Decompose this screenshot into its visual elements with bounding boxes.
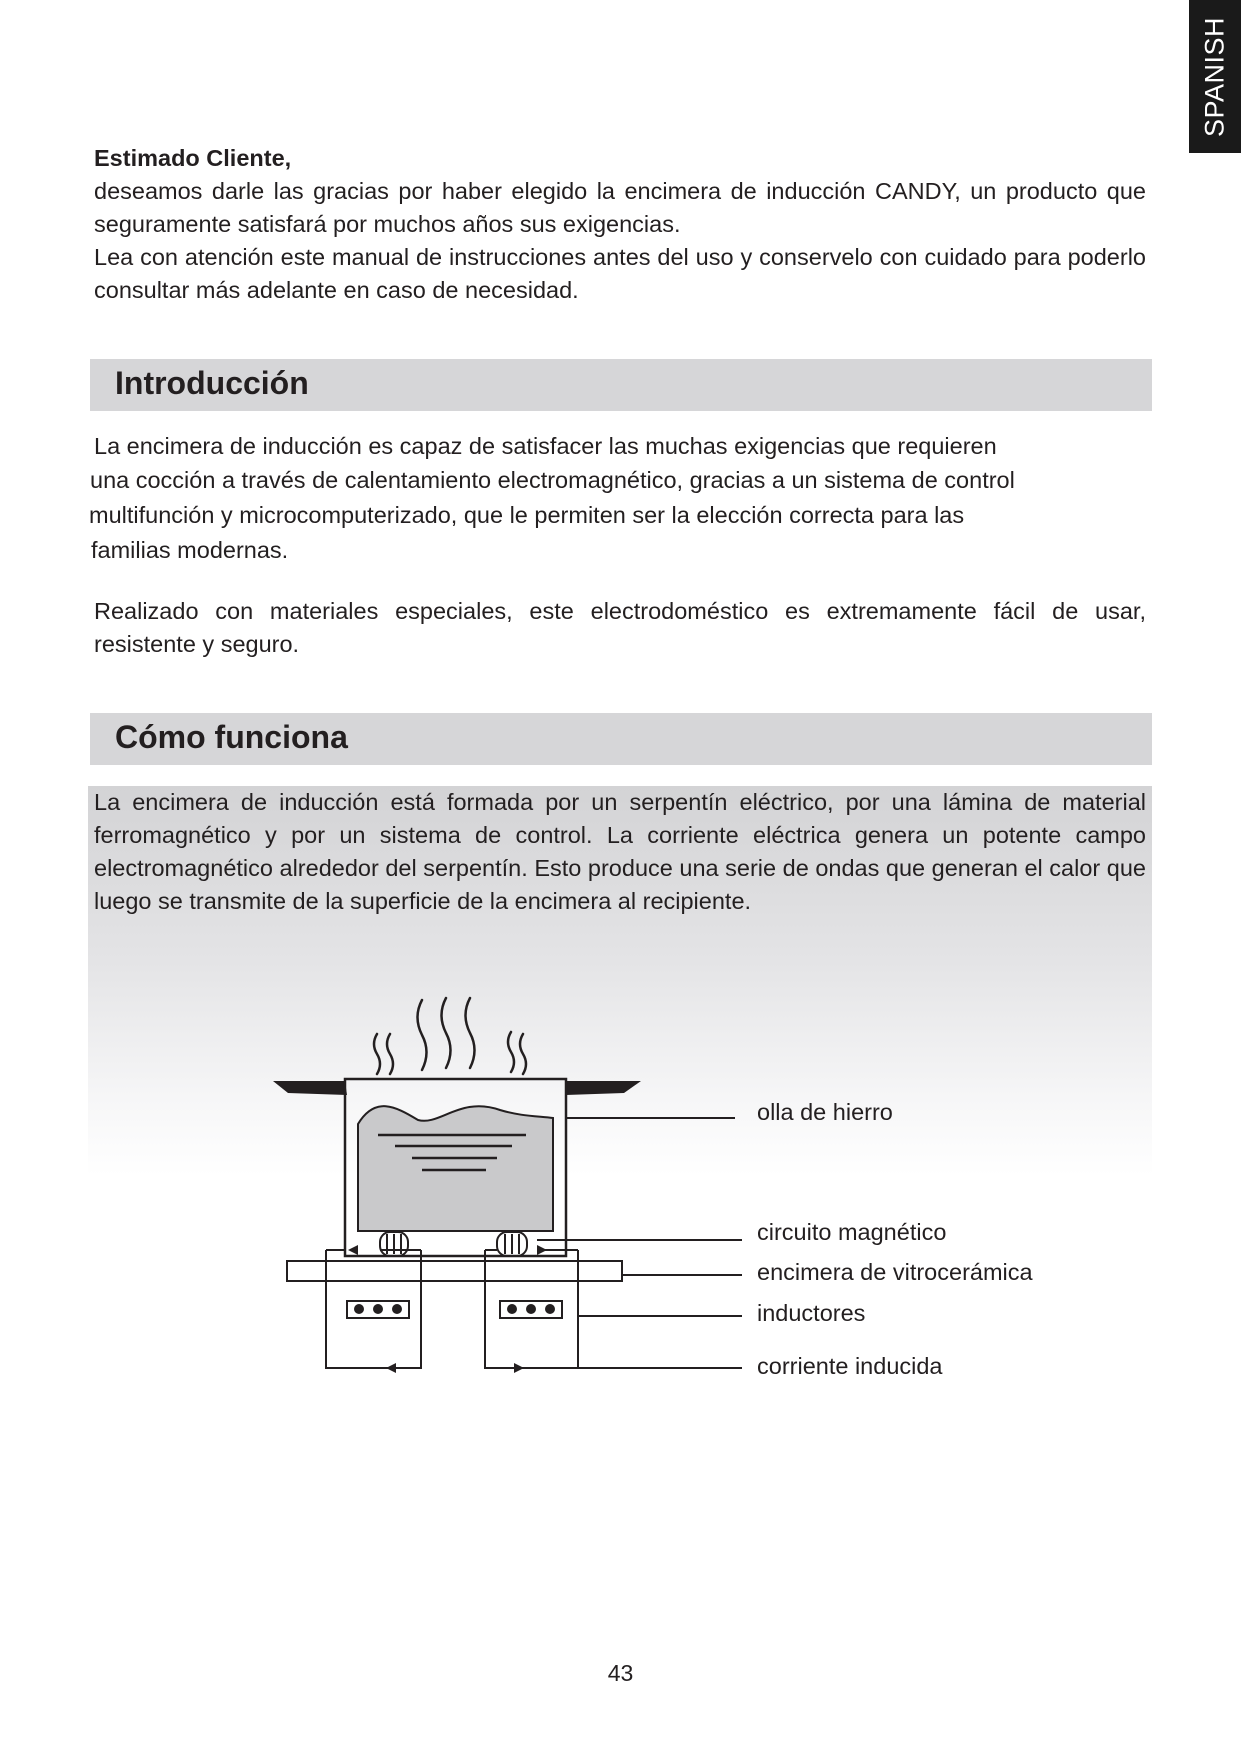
intro-line: familias modernas. <box>91 537 289 563</box>
label-magnetic-circuit: circuito magnético <box>757 1219 947 1245</box>
glass-surface <box>287 1261 622 1281</box>
label-ceramic-surface: encimera de vitrocerámica <box>757 1259 1033 1285</box>
intro-line: una cocción a través de calentamiento electromagnético, gracias a un sistema de control <box>90 467 1015 493</box>
pot-icon <box>273 1079 641 1256</box>
label-induced-current: corriente inducida <box>757 1353 943 1379</box>
label-pot: olla de hierro <box>757 1099 893 1125</box>
steam-icon <box>374 998 526 1074</box>
greeting-advice: Lea con atención este manual de instrucciones antes del uso y conservelo con cuidado para poderlo consultar más adelante en caso de necesidad. <box>94 244 1146 303</box>
intro-line: La encimera de inducción es capaz de satisfacer las muchas exigencias que requieren <box>94 433 997 459</box>
label-inductors: inductores <box>757 1300 866 1326</box>
coil-icon <box>380 1232 527 1256</box>
salutation: Estimado Cliente, <box>94 145 292 171</box>
page-number: 43 <box>607 1660 634 1686</box>
leader-lines <box>537 1118 742 1368</box>
intro-paragraph-2: Realizado con materiales especiales, este electrodoméstico es extremamente fácil de usar, resistente y seguro. <box>94 598 1146 657</box>
how-paragraph: La encimera de inducción está formada por un serpentín eléctrico, por una lámina de material ferromagnético y por un sistema de control. La corriente eléctrica genera un potente campo electromagnético alrededor del serpentín. Esto produce una serie de ondas que generan el calor que luego se transmite de la superficie de la encimera al recipiente. <box>94 789 1146 914</box>
greeting-text: deseamos darle las gracias por haber elegido la encimera de inducción CANDY, un producto que seguramente satisfará por muchos años sus exigencias. <box>94 178 1146 237</box>
intro-line: multifunción y microcomputerizado, que le permiten ser la elección correcta para las <box>89 502 965 528</box>
language-label: SPANISH <box>1199 16 1230 137</box>
section-title: Introducción <box>115 365 309 401</box>
section-title: Cómo funciona <box>115 719 348 755</box>
